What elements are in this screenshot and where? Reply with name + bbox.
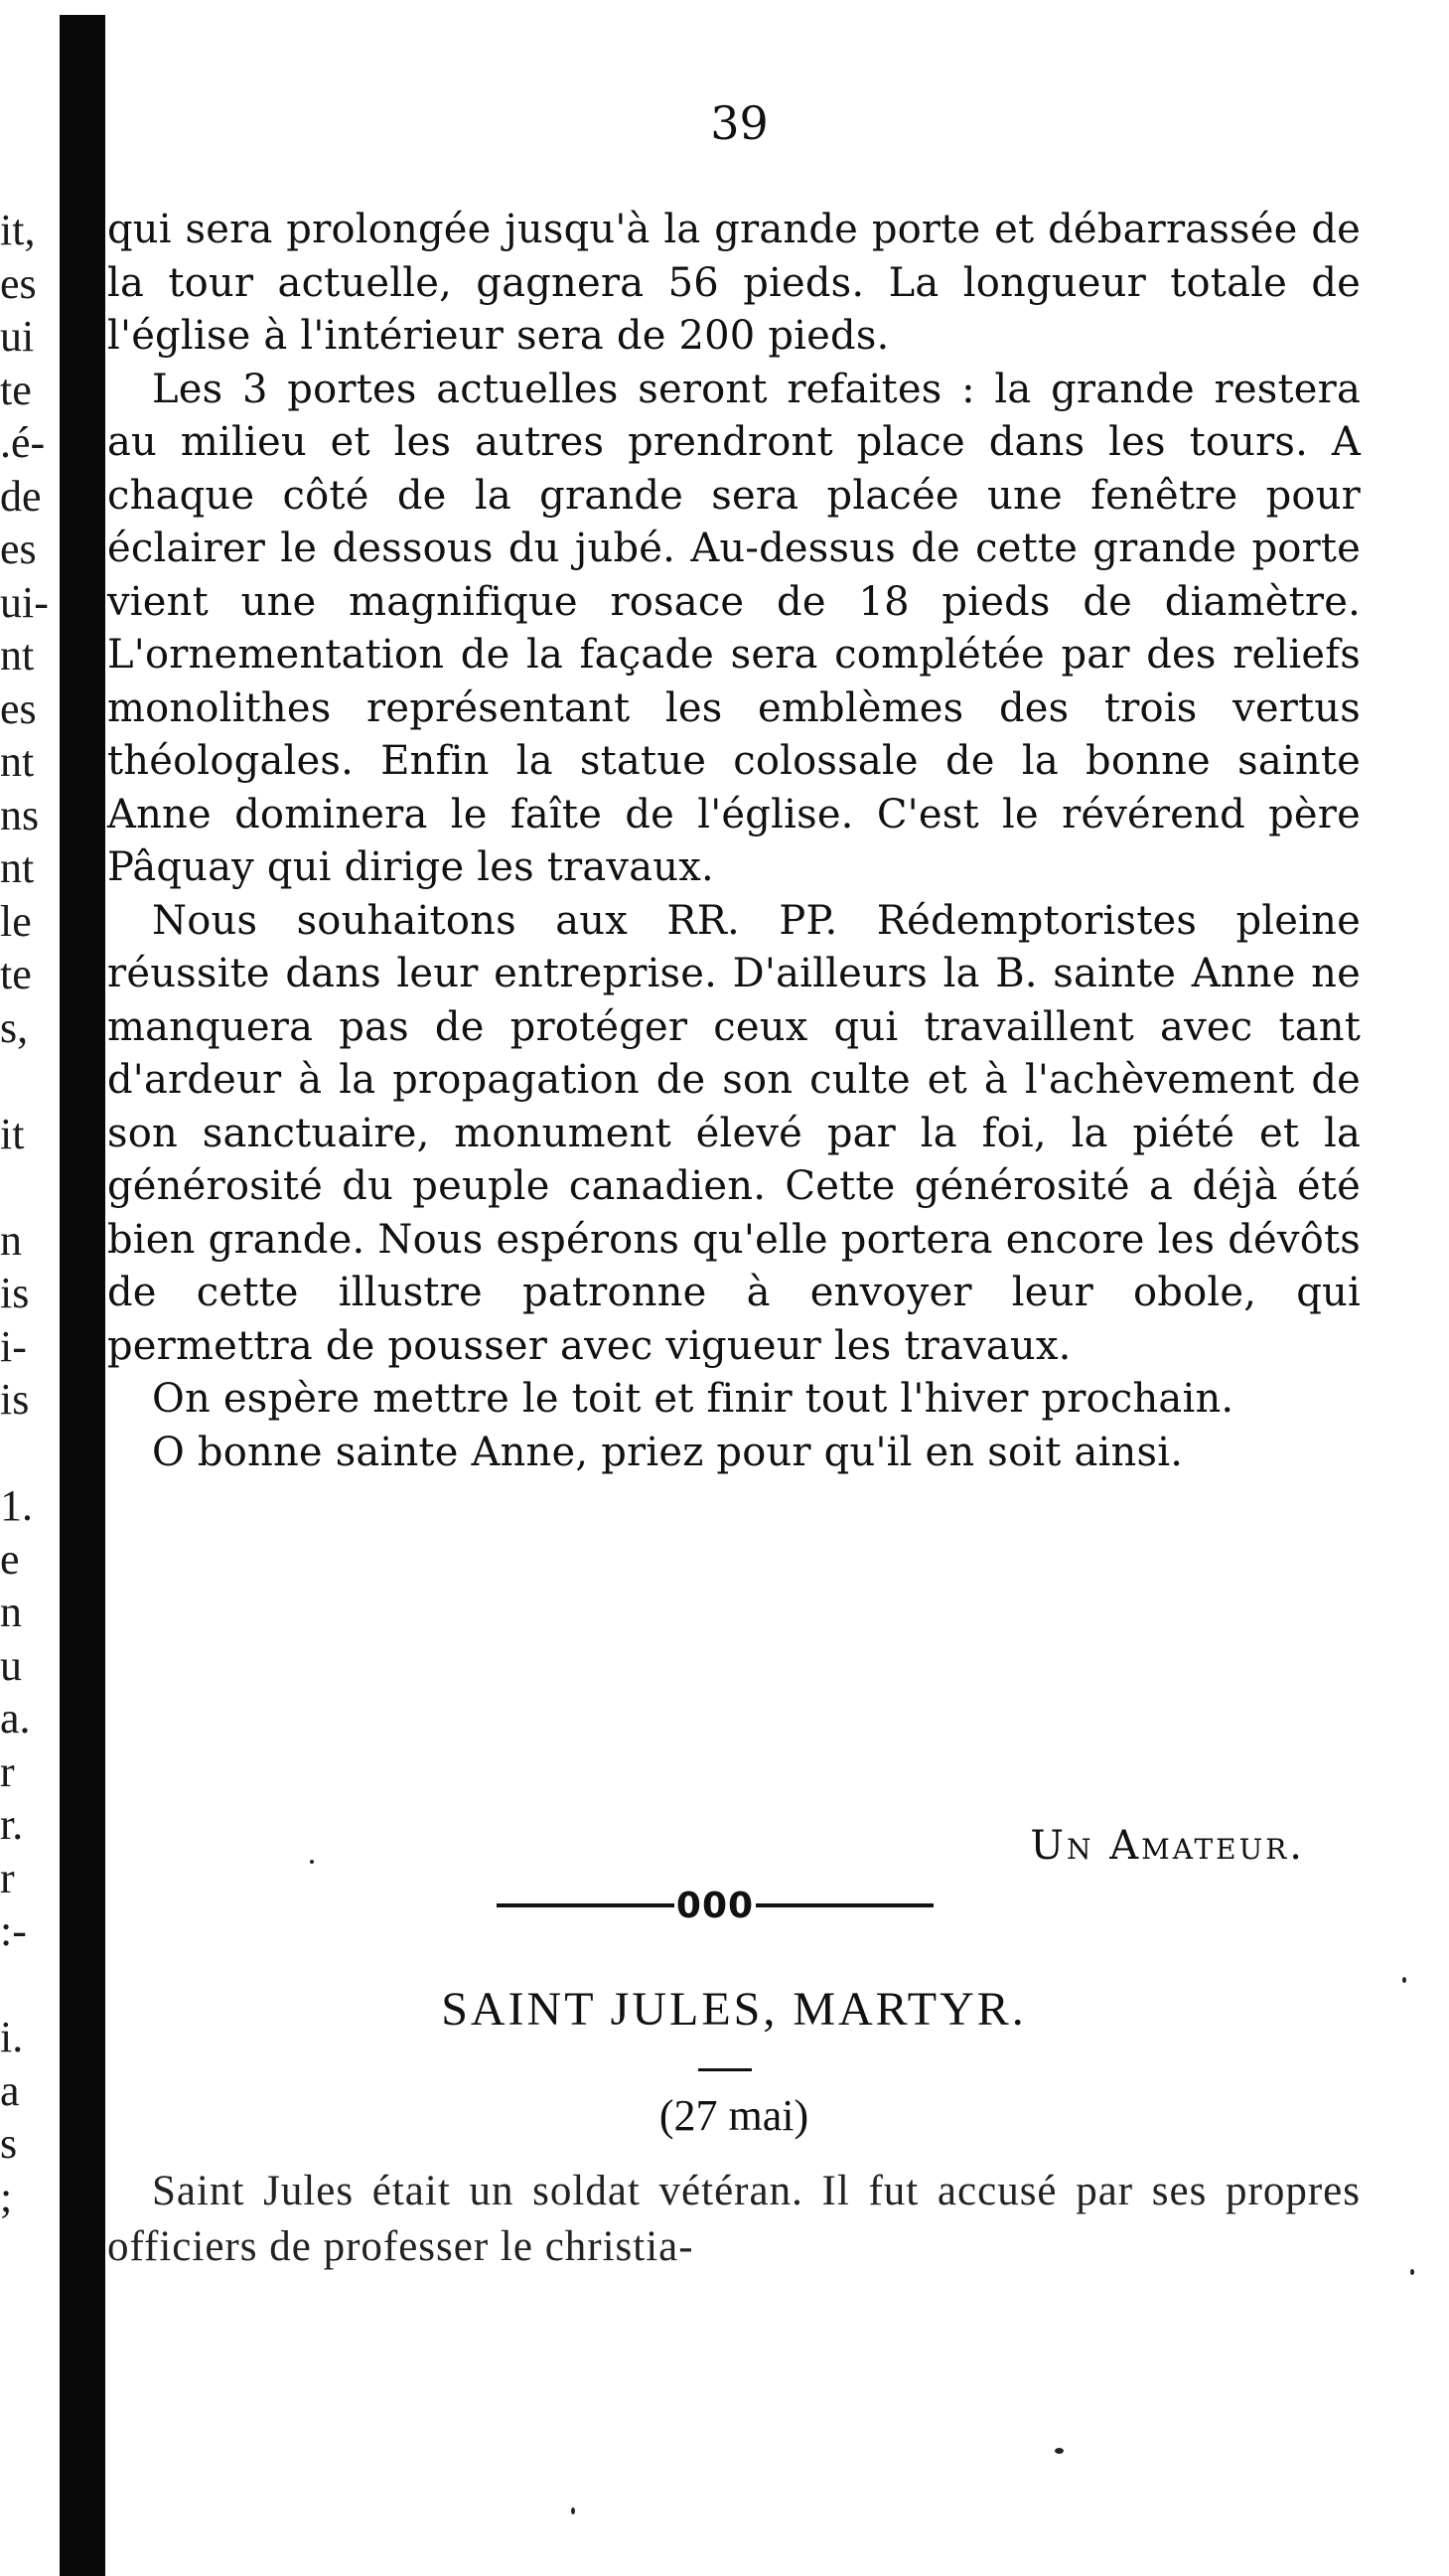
- fragment-line: ;: [0, 2172, 13, 2221]
- adjacent-page-fragment: [0, 204, 60, 2223]
- section-title: SAINT JULES, MARTYR.: [441, 1983, 1027, 2036]
- fragment-line: i-: [0, 1321, 27, 1371]
- fragment-line: r: [0, 1853, 15, 1902]
- fragment-line: ui: [0, 312, 35, 361]
- title-rule: [698, 2068, 752, 2071]
- fragment-line: le: [0, 896, 32, 946]
- article-paragraph-4: On espère mettre le toit et finir tout l'hiver prochain.: [152, 1376, 1234, 1422]
- fragment-line: es: [0, 683, 37, 733]
- fragment-line: de: [0, 471, 42, 521]
- divider-rule-left: [497, 1903, 674, 1907]
- fragment-line: n: [0, 1588, 22, 1636]
- fragment-line: u: [0, 1640, 22, 1690]
- scan-speck: [1402, 1977, 1406, 1983]
- fragment-line: a: [0, 2065, 20, 2115]
- fragment-line: n: [0, 1215, 22, 1265]
- divider-rule-right: [756, 1903, 934, 1907]
- fragment-line: it: [0, 1109, 25, 1158]
- article-body: [107, 204, 1361, 1479]
- fragment-line: is: [0, 1375, 30, 1424]
- fragment-line: .é-: [0, 418, 46, 467]
- fragment-line: r.: [0, 1800, 24, 1849]
- scan-speck: [571, 2507, 575, 2514]
- fragment-line: e: [0, 1534, 20, 1584]
- fragment-line: 1.: [0, 1481, 33, 1530]
- fragment-line: ns: [0, 790, 40, 839]
- scan-speck: [310, 1860, 314, 1864]
- fragment-line: i.: [0, 2013, 24, 2061]
- binding-gutter: [60, 15, 105, 2576]
- page-number: 39: [710, 96, 769, 150]
- fragment-line: r: [0, 1746, 15, 1796]
- fragment-line: es: [0, 258, 37, 308]
- fragment-line: :-: [0, 1906, 27, 1955]
- fragment-line: [0, 1054, 60, 1108]
- scan-speck: [1055, 2448, 1064, 2454]
- fragment-line: nt: [0, 737, 35, 786]
- fragment-line: te: [0, 950, 32, 998]
- fragment-line: [0, 1160, 60, 1214]
- fragment-line: es: [0, 525, 37, 573]
- fragment-line: s,: [0, 1002, 29, 1052]
- fragment-line: nt: [0, 631, 35, 680]
- divider-mark: 000: [675, 1885, 755, 1926]
- fragment-line: it,: [0, 206, 36, 254]
- article-paragraph-1: qui sera prolongée jusqu'à la grande porte et débarrassée de la tour actuelle, gagnera 56 pieds. La longueur totale de l'église à l'intérieur sera de 200 pieds.: [107, 207, 1361, 359]
- fragment-line: te: [0, 365, 32, 414]
- fragment-line: ui-: [0, 577, 49, 627]
- article-paragraph-5: O bonne sainte Anne, priez pour qu'il en soit ainsi.: [152, 1429, 1184, 1475]
- fragment-line: nt: [0, 843, 35, 892]
- section-divider: [497, 1878, 934, 1933]
- fragment-line: [0, 1427, 60, 1480]
- fragment-line: [0, 1958, 60, 2012]
- fragment-line: s: [0, 2119, 18, 2168]
- scan-speck: [1410, 2269, 1414, 2275]
- article-paragraph-2: Les 3 portes actuelles seront refaites : la grande restera au milieu et les autres prendront place dans les tours. A chaque côté de la grande sera placée une fenêtre pour éclairer le dessous du jubé. Au-dessus de cette grande porte vient une magnifique rosace de 18 pieds de diamètre. L'ornementation de la façade sera complétée par des reliefs monolithes représentant les emblèmes des trois vertus théologales. Enfin la statue colossale de la bonne sainte Anne dominera le faîte de l'église. C'est le révérend père Pâquay qui dirige les travaux.: [107, 366, 1361, 890]
- article-paragraph-3: Nous souhaitons aux RR. PP. Rédemptoristes pleine réussite dans leur entreprise. D'ailleurs la B. sainte Anne ne manquera pas de protéger ceux qui travaillent avec tant d'ardeur à la propagation de son culte et à l'achèvement de son sanctuaire, monument élevé par la foi, la piété et la générosité du peuple canadien. Cette générosité a déjà été bien grande. Nous espérons qu'elle portera encore les dévôts de cette illustre patronne à envoyer leur obole, qui permettra de pousser avec vigueur les travaux.: [107, 897, 1361, 1369]
- fragment-line: a.: [0, 1694, 31, 1743]
- section-date: (27 mai): [658, 2091, 809, 2140]
- fragment-line: is: [0, 1269, 30, 1317]
- section-body: [107, 2164, 1361, 2275]
- section-paragraph-1: Saint Jules était un soldat vétéran. Il fut accusé par ses propres officiers de professer le christia-: [107, 2168, 1361, 2270]
- article-signature: Un Amateur.: [1030, 1823, 1305, 1869]
